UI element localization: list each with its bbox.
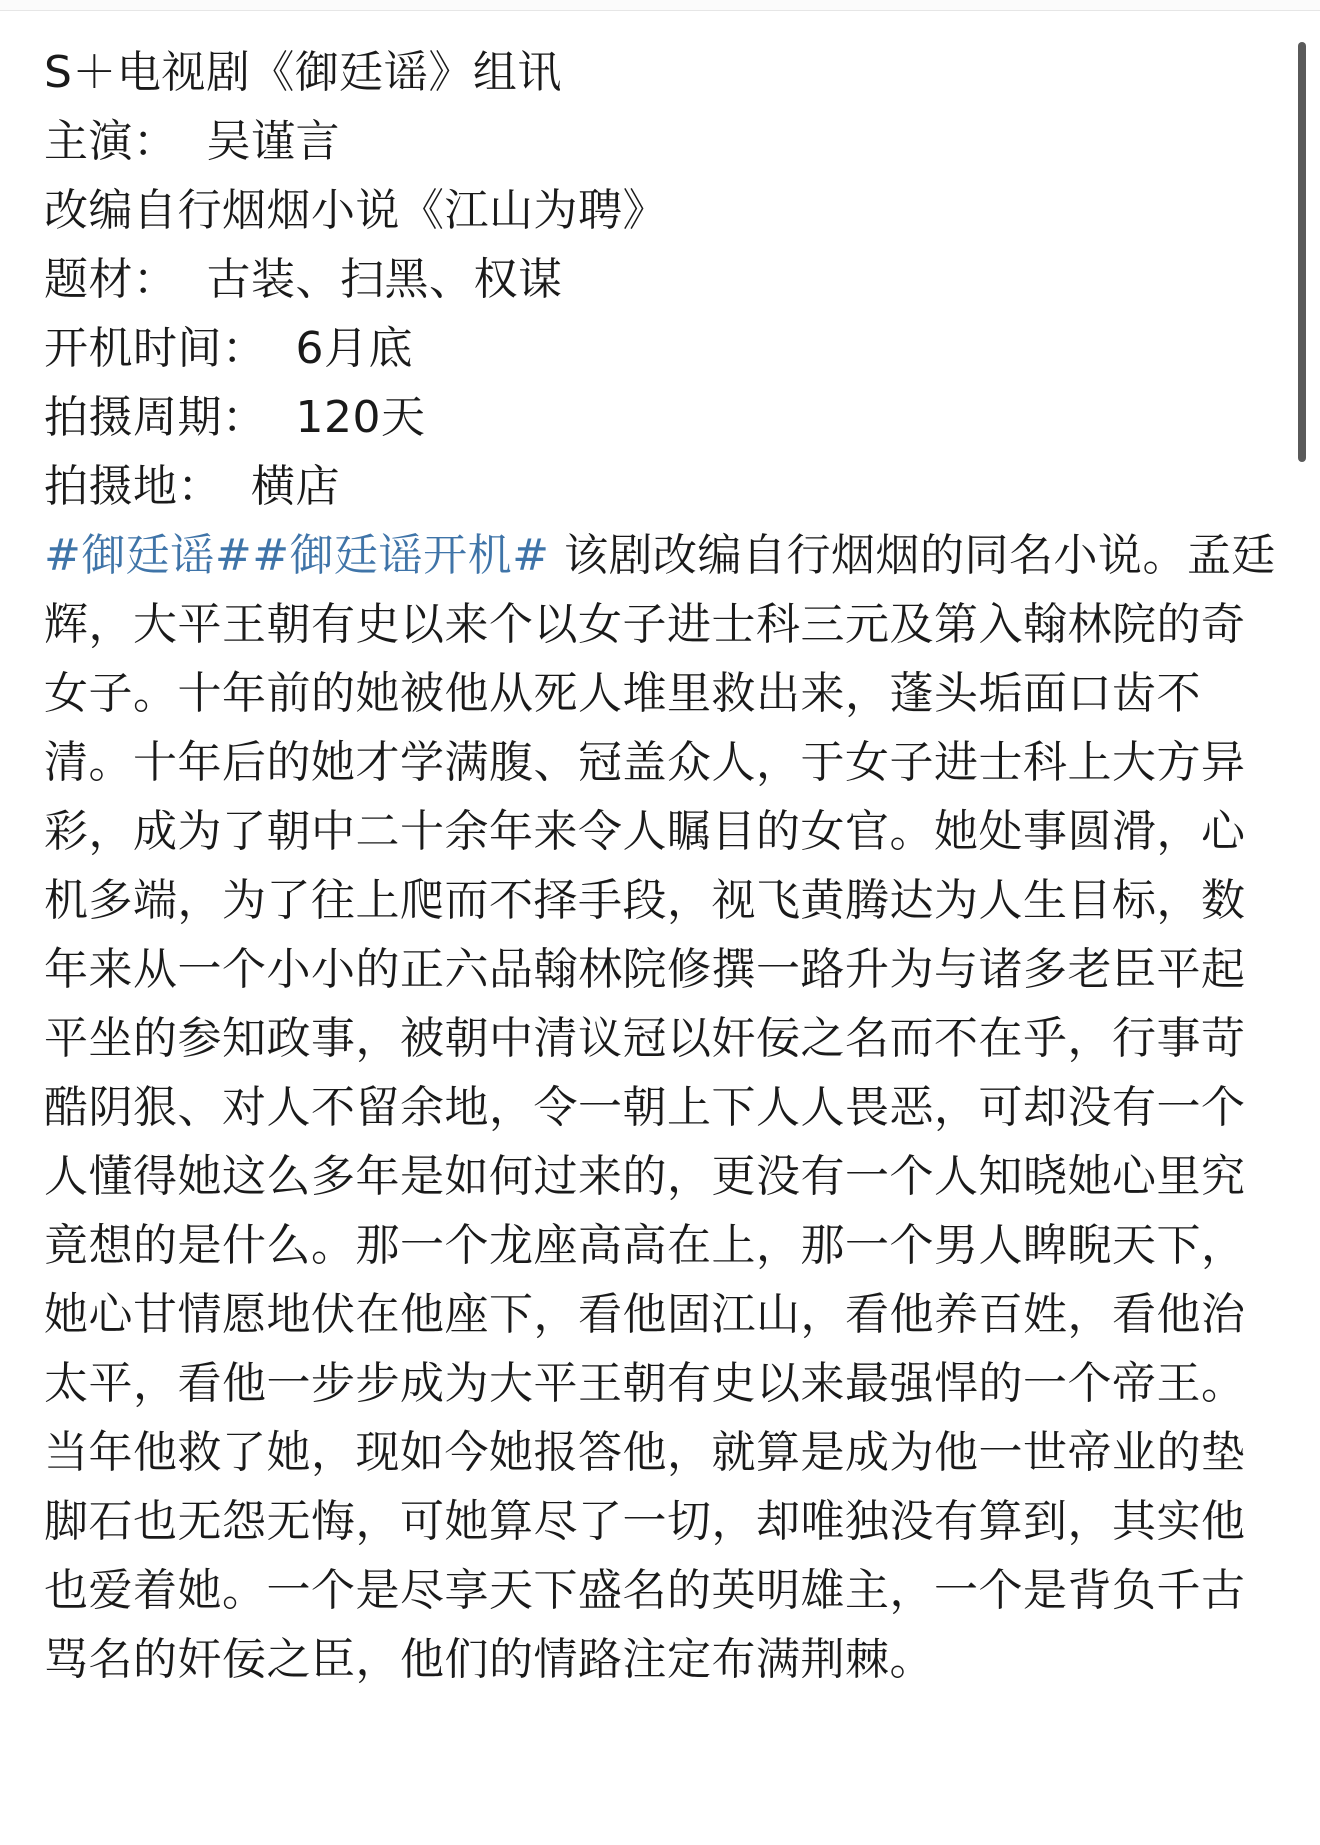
- info-lead-actor: 主演： 吴谨言: [44, 116, 340, 167]
- post-body: [44, 521, 1284, 1694]
- info-location: 拍摄地： 横店: [44, 461, 340, 512]
- info-genre: 题材： 古装、扫黑、权谋: [44, 254, 563, 305]
- info-title: S＋电视剧《御廷谣》组讯: [44, 47, 562, 98]
- info-shooting-period: 拍摄周期： 120天: [44, 392, 426, 443]
- hashtag-link[interactable]: #御廷谣开机#: [252, 530, 550, 581]
- post-content: [44, 38, 1284, 1694]
- post-body-text: 该剧改编自行烟烟的同名小说。孟廷辉，大平王朝有史以来个以女子进士科三元及第入翰林院的奇女子。十年前的她被他从死人堆里救出来，蓬头垢面口齿不清。十年后的她才学满腹、冠盖众人，于女子进士科上大方异彩，成为了朝中二十余年来令人瞩目的女官。她处事圆滑，心机多端，为了往上爬而不择手段，视飞黄腾达为人生目标，数年来从一个小小的正六品翰林院修撰一路升为与诸多老臣平起平坐的参知政事，被朝中清议冠以奸佞之名而不在乎，行事苛酷阴狠、对人不留余地，令一朝上下人人畏恶，可却没有一个人懂得她这么多年是如何过来的，更没有一个人知晓她心里究竟想的是什么。那一个龙座高高在上，那一个男人睥睨天下，她心甘情愿地伏在他座下，看他固江山，看他养百姓，看他治太平，看他一步步成为大平王朝有史以来最强悍的一个帝王。当年他救了她，现如今她报答他，就算是成为他一世帝业的垫脚石也无怨无悔，可她算尽了一切，却唯独没有算到，其实他也爱着她。一个是尽享天下盛名的英明雄主，一个是背负千古骂名的奸佞之臣，他们的情路注定布满荆棘。: [44, 530, 1276, 1685]
- top-divider: [0, 0, 1320, 11]
- info-adaptation: 改编自行烟烟小说《江山为聘》: [44, 185, 667, 236]
- hashtag-link[interactable]: #御廷谣#: [44, 530, 253, 581]
- scrollbar-thumb[interactable]: [1298, 42, 1306, 462]
- info-start-time: 开机时间： 6月底: [44, 323, 413, 374]
